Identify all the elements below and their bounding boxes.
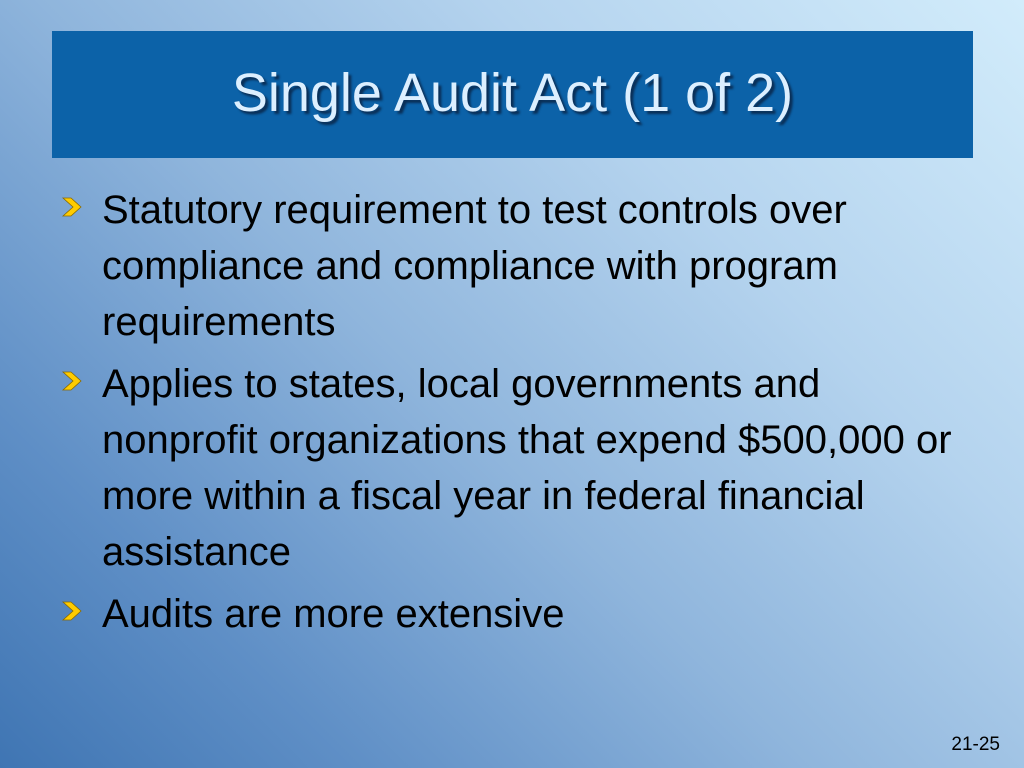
bullet-text: Audits are more extensive: [102, 592, 565, 636]
page-number: 21-25: [951, 734, 1000, 755]
title-bar: [52, 31, 973, 158]
bullet-text: Statutory requirement to test controls over compliance and compliance with program requirements: [102, 188, 847, 344]
chevron-right-icon: [60, 369, 84, 393]
bullet-item: [60, 182, 960, 350]
slide-title: Single Audit Act (1 of 2): [231, 63, 794, 123]
bullet-item: [60, 586, 960, 642]
bullet-item: [60, 356, 960, 580]
chevron-right-icon: [60, 195, 84, 219]
bullet-list: [60, 182, 960, 648]
chevron-right-icon: [60, 599, 84, 623]
bullet-text: Applies to states, local governments and nonprofit organizations that expend $500,000 or more within a fiscal year in federal financial assistance: [102, 362, 952, 574]
